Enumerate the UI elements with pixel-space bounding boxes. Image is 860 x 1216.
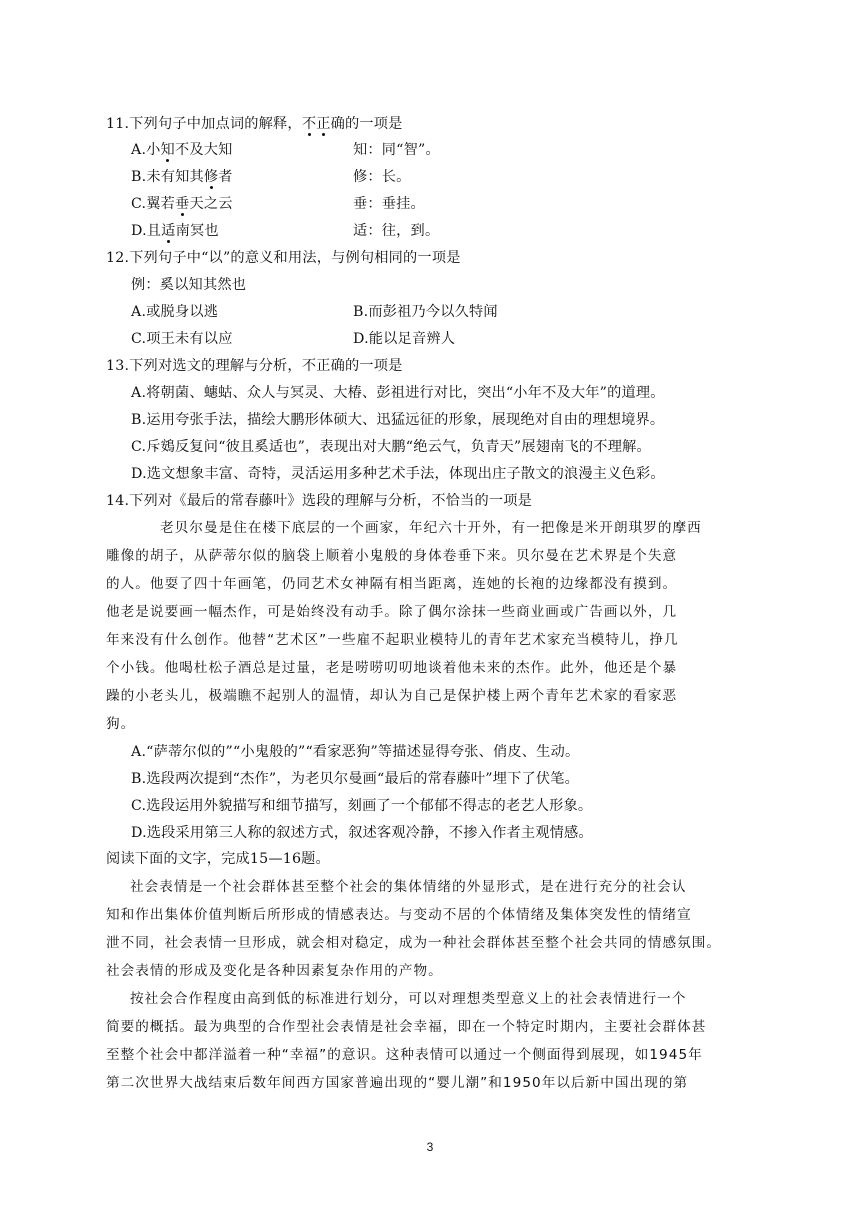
option-text: 南冥也 bbox=[175, 223, 219, 239]
q13-option-b: B.运用夸张手法，描绘大鹏形体硕大、迅猛远征的形象，展现绝对自由的理想境界。 bbox=[131, 412, 665, 428]
q14-emphasis: 不恰当 bbox=[431, 493, 475, 509]
q14-passage-line: 他老是说要画一幅杰作，可是始终没有动手。除了偶尔涂抹一些商业画或广告画以外，几 bbox=[106, 604, 678, 620]
q11-option-c bbox=[131, 195, 233, 213]
reading-line: 第二次世界大战结束后数年间西方国家普遍出现的“婴儿潮”和1950年以后新中国出现的第 bbox=[106, 1075, 689, 1091]
reading-line: 按社会合作程度由高到低的标准进行划分，可以对理想类型意义上的社会表情进行一个 bbox=[130, 991, 687, 1007]
q14-stem-text: 14.下列对《最后的常春藤叶》选段的理解与分析， bbox=[106, 493, 432, 509]
q11-gloss-a: 知：同“智”。 bbox=[353, 142, 440, 158]
option-text: 者 bbox=[218, 169, 233, 185]
q14-passage-line: 老贝尔曼是住在楼下底层的一个画家，年纪六十开外，有一把像是米开朗琪罗的摩西 bbox=[160, 520, 702, 536]
q14-passage-line: 年来没有什么创作。他替“艺术区”一些雇不起职业模特儿的青年艺术家充当模特儿，挣几 bbox=[106, 632, 679, 648]
q11-option-d bbox=[131, 222, 219, 240]
q11-stem-text: 确 bbox=[330, 116, 345, 132]
page-number: 3 bbox=[426, 1140, 434, 1154]
q14-passage-line: 狗。 bbox=[106, 716, 136, 732]
reading-line: 简要的概括。最为典型的合作型社会表情是社会幸福，即在一个特定时期内，主要社会群体甚 bbox=[106, 1019, 707, 1035]
reading-line: 社会表情的形成及变化是各种因素复杂作用的产物。 bbox=[106, 963, 443, 979]
q13-option-a: A.将朝菌、蟪蛄、众人与冥灵、大椿、彭祖进行对比，突出“小年不及大年”的道理。 bbox=[131, 385, 665, 401]
q11-stem-text: 11.下列句子中加点词的解释， bbox=[106, 116, 302, 132]
q11-option-b bbox=[131, 168, 233, 186]
dotted-word: 知 bbox=[160, 142, 175, 158]
q14-option-c: C.选段运用外貌描写和细节描写，刻画了一个郁郁不得志的老艺人形象。 bbox=[131, 798, 593, 814]
q14-passage-line: 躁的小老头儿，极端瞧不起别人的温情，却认为自己是保护楼上两个青年艺术家的看家恶 bbox=[106, 688, 678, 704]
q11-gloss-c: 垂：垂挂。 bbox=[353, 196, 425, 212]
q11-option-a bbox=[131, 141, 233, 159]
dotted-word: 垂 bbox=[175, 196, 190, 212]
reading-line: 知和作出集体价值判断后所形成的情感表达。与变动不居的个体情绪及集体突发性的情绪宣 bbox=[106, 907, 692, 923]
q14-stem bbox=[106, 492, 532, 510]
dotted-word: 修 bbox=[203, 169, 219, 185]
q11-gloss-b: 修：长。 bbox=[353, 169, 411, 185]
q13-option-d: D.选文想象丰富、奇特，灵活运用多种艺术手法，体现出庄子散文的浪漫主义色彩。 bbox=[131, 466, 665, 482]
option-text: 不及大知 bbox=[174, 142, 233, 158]
option-text: B.未有知其 bbox=[131, 169, 204, 185]
q11-stem bbox=[106, 115, 403, 133]
q11-emphasis: 不 bbox=[301, 116, 317, 132]
q12-example: 例：奚以知其然也 bbox=[131, 277, 247, 293]
option-text: D.且 bbox=[131, 223, 162, 239]
option-text: A.小 bbox=[131, 142, 161, 158]
q12-option-a: A.或脱身以逃 bbox=[131, 304, 219, 320]
q12-option-d: D.能以足音辨人 bbox=[353, 331, 456, 347]
q11-gloss-d: 适：往，到。 bbox=[353, 223, 440, 239]
reading-intro: 阅读下面的文字，完成15—16题。 bbox=[106, 851, 330, 867]
reading-line: 泄不同，社会表情一旦形成，就会相对稳定，成为一种社会群体甚至整个社会共同的情感氛围。 bbox=[106, 935, 722, 951]
q14-option-b: B.选段两次提到“杰作”，为老贝尔曼画“最后的常春藤叶”埋下了伏笔。 bbox=[131, 771, 579, 787]
q13-option-c: C.斥鴳反复问“彼且奚适也”，表现出对大鹏“绝云气，负青天”展翅南飞的不理解。 bbox=[131, 439, 651, 455]
q14-passage-line: 的人。他耍了四十年画笔，仍同艺术女神隔有相当距离，连她的长袍的边缘都没有摸到。 bbox=[106, 576, 678, 592]
option-text: 天之云 bbox=[189, 196, 233, 212]
q13-emphasis: 不正确 bbox=[301, 358, 345, 374]
q14-passage-line: 个小钱。他喝杜松子酒总是过量，老是唠唠叨叨地谈着他未来的杰作。此外，他还是个暴 bbox=[106, 660, 678, 676]
q14-passage-line: 雕像的胡子，从萨蒂尔似的脑袋上顺着小鬼般的身体卷垂下来。贝尔曼在艺术界是个失意 bbox=[106, 548, 678, 564]
q12-option-b: B.而彭祖乃今以久特闻 bbox=[353, 304, 498, 320]
option-text: C.翼若 bbox=[131, 196, 176, 212]
q11-stem-text: 的一项是 bbox=[345, 116, 403, 132]
q13-stem-text: 的一项是 bbox=[345, 358, 403, 374]
q12-option-c: C.项王未有以应 bbox=[131, 331, 233, 347]
q14-option-d: D.选段采用第三人称的叙述方式，叙述客观冷静，不掺入作者主观情感。 bbox=[131, 825, 593, 841]
q12-stem: 12.下列句子中“以”的意义和用法，与例句相同的一项是 bbox=[106, 250, 461, 266]
q13-stem bbox=[106, 357, 403, 375]
q14-stem-text: 的一项是 bbox=[474, 493, 533, 509]
q14-option-a: A.“萨蒂尔似的”“小鬼般的”“看家恶狗”等描述显得夸张、俏皮、生动。 bbox=[131, 744, 580, 760]
q13-stem-text: 13.下列对选文的理解与分析， bbox=[106, 358, 302, 374]
reading-line: 至整个社会中都洋溢着一种“幸福”的意识。这种表情可以通过一个侧面得到展现，如1945年 bbox=[106, 1047, 703, 1063]
dotted-word: 适 bbox=[161, 223, 176, 239]
q11-emphasis: 正 bbox=[316, 116, 331, 132]
reading-line: 社会表情是一个社会群体甚至整个社会的集体情绪的外显形式，是在进行充分的社会认 bbox=[130, 879, 687, 895]
